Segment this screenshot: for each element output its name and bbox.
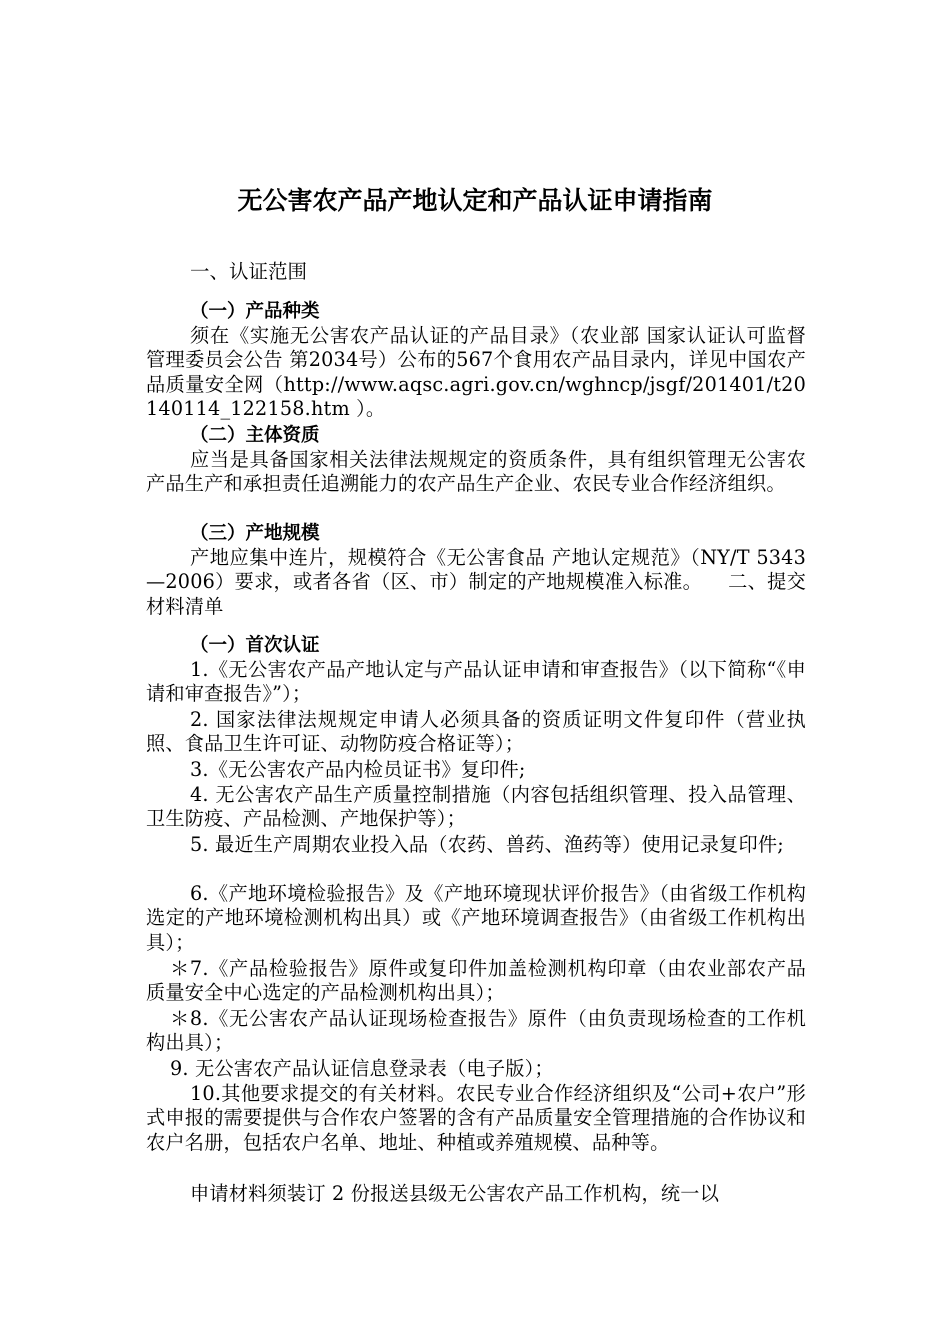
list-item: 10.其他要求提交的有关材料。农民专业合作经济组织及“公司+农户”形式申报的需要提供与合作农户签署的含有产品质量安全管理措施的合作协议和农户名册，包括农户名单、地址、种植或养殖规模、品种等。 [146, 1082, 806, 1154]
list-item: ＊8.《无公害农产品认证现场检查报告》原件（由负责现场检查的工作机构出具）； [146, 1007, 806, 1055]
paragraph-product-types: 须在《实施无公害农产品认证的产品目录》（农业部 国家认证认可监督管理委员会公告 第2034号）公布的567个食用农产品目录内，详见中国农产品质量安全网（http://www.aqsc.agri.gov.cn/wghncp/jsgf/201401/t20140114_122158.htm ）。 [146, 324, 806, 420]
list-item: 5. 最近生产周期农业投入品（农药、兽药、渔药等）使用记录复印件; [190, 833, 784, 856]
list-item: 2. 国家法律法规规定申请人必须具备的资质证明文件复印件（营业执照、食品卫生许可证、动物防疫合格证等）； [146, 708, 806, 756]
paragraph-scale [146, 546, 806, 619]
section-heading-materials: 二、提交材料清单 [146, 570, 806, 618]
subsection-heading-first-certification: （一）首次认证 [190, 635, 320, 656]
list-item: 9. 无公害农产品认证信息登录表（电子版）； [170, 1057, 554, 1080]
list-item: 3.《无公害农产品内检员证书》复印件; [190, 758, 526, 781]
subsection-heading-qualification: （二）主体资质 [190, 425, 320, 446]
list-item: 1.《无公害农产品产地认定与产品认证申请和审查报告》（以下简称“《申请和审查报告》”）； [146, 658, 806, 706]
document-title: 无公害农产品产地认定和产品认证申请指南 [237, 186, 713, 215]
paragraph-qualification: 应当是具备国家相关法律法规规定的资质条件，具有组织管理无公害农产品生产和承担责任追溯能力的农产品生产企业、农民专业合作经济组织。 [146, 448, 806, 496]
subsection-heading-product-types: （一）产品种类 [190, 301, 320, 322]
list-item: 6.《产地环境检验报告》及《产地环境现状评价报告》（由省级工作机构选定的产地环境检测机构出具）或《产地环境调查报告》（由省级工作机构出具）； [146, 882, 806, 954]
paragraph-closing: 申请材料须装订 2 份报送县级无公害农产品工作机构，统一以 [190, 1182, 720, 1205]
list-item: 4. 无公害农产品生产质量控制措施（内容包括组织管理、投入品管理、卫生防疫、产品检测、产地保护等）； [146, 783, 806, 831]
list-item: ＊7.《产品检验报告》原件或复印件加盖检测机构印章（由农业部农产品质量安全中心选定的产品检测机构出具）； [146, 957, 806, 1005]
scale-text: 产地应集中连片，规模符合《无公害食品 产地认定规范》（NY/T 5343—2006）要求，或者各省（区、市）制定的产地规模准入标准。 [146, 546, 806, 594]
subsection-heading-scale: （三）产地规模 [190, 523, 320, 544]
section-heading-scope: 一、认证范围 [190, 260, 308, 283]
